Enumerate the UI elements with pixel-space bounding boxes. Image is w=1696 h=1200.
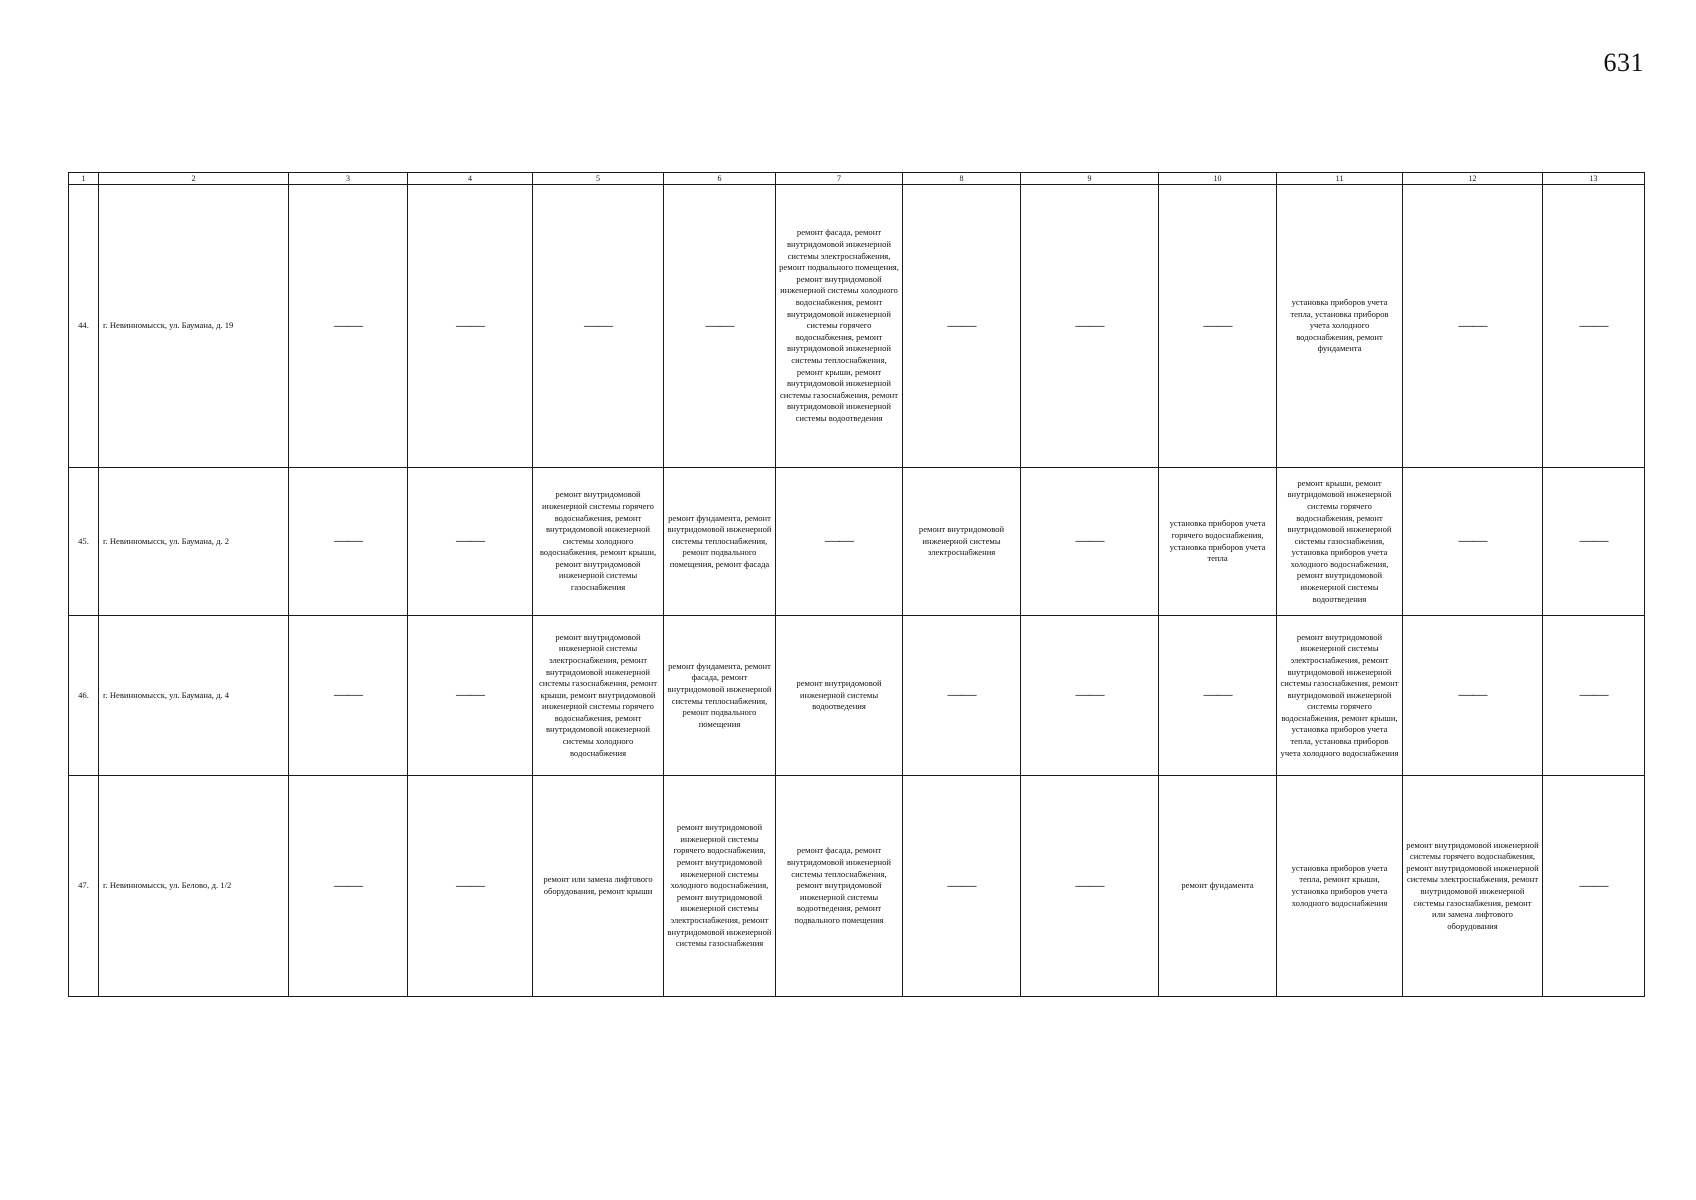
column-header: 10 bbox=[1159, 173, 1277, 185]
column-header: 6 bbox=[664, 173, 776, 185]
dash-mark: —— bbox=[584, 317, 612, 334]
table-cell: ремонт фундамента, ремонт внутридомовой инженерной системы теплоснабжения, ремонт подвального помещения, ремонт фасада bbox=[664, 468, 776, 616]
row-address: г. Невинномысск, ул. Баумана, д. 2 bbox=[99, 468, 289, 616]
table-cell bbox=[408, 616, 533, 776]
dash-mark: —— bbox=[456, 317, 484, 334]
dash-mark: —— bbox=[825, 533, 853, 549]
table-cell: ремонт фундамента bbox=[1159, 776, 1277, 997]
column-header: 1 bbox=[69, 173, 99, 185]
table-cell: ремонт фасада, ремонт внутридомовой инженерной системы теплоснабжения, ремонт внутридомовой инженерной системы водоотведения, ремонт подвального помещения bbox=[776, 776, 903, 997]
table-cell bbox=[903, 185, 1021, 468]
table-cell: установка приборов учета тепла, установка приборов учета холодного водоснабжения, ремонт фундамента bbox=[1277, 185, 1403, 468]
table-cell: ремонт внутридомовой инженерной системы электроснабжения bbox=[903, 468, 1021, 616]
dash-mark: —— bbox=[1458, 317, 1487, 334]
table-row bbox=[69, 468, 1645, 616]
row-number: 47. bbox=[69, 776, 99, 997]
table-cell bbox=[408, 776, 533, 997]
column-header: 9 bbox=[1021, 173, 1159, 185]
dash-mark: —— bbox=[1579, 317, 1608, 334]
table-cell bbox=[1403, 468, 1543, 616]
dash-mark: —— bbox=[1075, 317, 1104, 334]
column-number-row bbox=[69, 173, 1645, 185]
table-cell: ремонт крыши, ремонт внутридомовой инженерной системы горячего водоснабжения, ремонт внутридомовой инженерной системы газоснабжения, установка приборов учета холодного водоснабжения, ремонт внутридомовой инженерной системы водоотведения bbox=[1277, 468, 1403, 616]
table-cell bbox=[1403, 616, 1543, 776]
repair-schedule-table bbox=[68, 172, 1645, 997]
column-header: 2 bbox=[99, 173, 289, 185]
table-cell bbox=[289, 616, 408, 776]
table-cell bbox=[1021, 185, 1159, 468]
dash-mark: —— bbox=[947, 877, 976, 894]
table-cell bbox=[289, 468, 408, 616]
table-cell: ремонт или замена лифтового оборудования, ремонт крыши bbox=[533, 776, 664, 997]
table-cell: ремонт внутридомовой инженерной системы горячего водоснабжения, ремонт внутридомовой инженерной системы электроснабжения, ремонт внутридомовой инженерной системы газоснабжения, ремонт или замена лифтового оборудования bbox=[1403, 776, 1543, 997]
row-address: г. Невинномысск, ул. Белово, д. 1/2 bbox=[99, 776, 289, 997]
column-header: 12 bbox=[1403, 173, 1543, 185]
table-cell bbox=[289, 776, 408, 997]
row-number: 44. bbox=[69, 185, 99, 468]
dash-mark: —— bbox=[334, 877, 362, 894]
dash-mark: —— bbox=[1203, 317, 1232, 334]
dash-mark: —— bbox=[456, 533, 484, 549]
column-header: 3 bbox=[289, 173, 408, 185]
dash-mark: —— bbox=[334, 687, 362, 703]
column-header: 8 bbox=[903, 173, 1021, 185]
table-cell: ремонт внутридомовой инженерной системы электроснабжения, ремонт внутридомовой инженерной системы газоснабжения, ремонт внутридомовой инженерной системы горячего водоснабжения, ремонт крыши, установка приборов учета тепла, установка приборов учета холодного водоснабжения bbox=[1277, 616, 1403, 776]
table-cell bbox=[1159, 185, 1277, 468]
table-cell bbox=[1543, 776, 1645, 997]
table-cell: ремонт фундамента, ремонт фасада, ремонт внутридомовой инженерной системы теплоснабжения, ремонт подвального помещения bbox=[664, 616, 776, 776]
table-cell bbox=[1021, 776, 1159, 997]
table-cell: ремонт фасада, ремонт внутридомовой инженерной системы электроснабжения, ремонт подвального помещения, ремонт внутридомовой инженерной системы холодного водоснабжения, ремонт внутридомовой инженерной системы горячего водоснабжения, ремонт внутридомовой инженерной системы теплоснабжения, ремонт крыши, ремонт внутридомовой инженерной системы газоснабжения, ремонт внутридомовой инженерной системы водоотведения bbox=[776, 185, 903, 468]
table-cell bbox=[903, 616, 1021, 776]
table-cell bbox=[903, 776, 1021, 997]
dash-mark: —— bbox=[705, 317, 734, 334]
table-cell bbox=[1159, 616, 1277, 776]
table-cell bbox=[533, 185, 664, 468]
table-cell: установка приборов учета тепла, ремонт крыши, установка приборов учета холодного водоснабжения bbox=[1277, 776, 1403, 997]
dash-mark: —— bbox=[1075, 877, 1104, 894]
table-cell bbox=[776, 468, 903, 616]
row-address: г. Невинномысск, ул. Баумана, д. 19 bbox=[99, 185, 289, 468]
dash-mark: —— bbox=[456, 877, 484, 894]
row-number: 45. bbox=[69, 468, 99, 616]
dash-mark: —— bbox=[456, 687, 484, 703]
dash-mark: —— bbox=[1075, 533, 1104, 549]
table-cell bbox=[408, 468, 533, 616]
table-cell bbox=[664, 185, 776, 468]
table-cell bbox=[1543, 468, 1645, 616]
table-row bbox=[69, 616, 1645, 776]
table-cell bbox=[1021, 616, 1159, 776]
table-cell: ремонт внутридомовой инженерной системы водоотведения bbox=[776, 616, 903, 776]
table-cell bbox=[289, 185, 408, 468]
dash-mark: —— bbox=[1579, 687, 1608, 703]
row-address: г. Невинномысск, ул. Баумана, д. 4 bbox=[99, 616, 289, 776]
table-row bbox=[69, 776, 1645, 997]
column-header: 13 bbox=[1543, 173, 1645, 185]
page-number: 631 bbox=[1603, 48, 1644, 77]
table-cell: ремонт внутридомовой инженерной системы горячего водоснабжения, ремонт внутридомовой инженерной системы холодного водоснабжения, ремонт внутридомовой инженерной системы электроснабжения, ремонт внутридомовой инженерной системы газоснабжения bbox=[664, 776, 776, 997]
table-cell bbox=[1543, 185, 1645, 468]
table-cell: ремонт внутридомовой инженерной системы горячего водоснабжения, ремонт внутридомовой инженерной системы холодного водоснабжения, ремонт крыши, ремонт внутридомовой инженерной системы газоснабжения bbox=[533, 468, 664, 616]
column-header: 11 bbox=[1277, 173, 1403, 185]
dash-mark: —— bbox=[1579, 877, 1608, 894]
dash-mark: —— bbox=[1203, 687, 1232, 703]
dash-mark: —— bbox=[1579, 533, 1608, 549]
column-header: 5 bbox=[533, 173, 664, 185]
dash-mark: —— bbox=[1458, 687, 1487, 703]
table-cell bbox=[1543, 616, 1645, 776]
dash-mark: —— bbox=[334, 317, 362, 334]
column-header: 7 bbox=[776, 173, 903, 185]
dash-mark: —— bbox=[947, 687, 976, 703]
table-row bbox=[69, 185, 1645, 468]
row-number: 46. bbox=[69, 616, 99, 776]
table-cell bbox=[1403, 185, 1543, 468]
dash-mark: —— bbox=[1458, 533, 1487, 549]
table-cell: установка приборов учета горячего водоснабжения, установка приборов учета тепла bbox=[1159, 468, 1277, 616]
table-cell: ремонт внутридомовой инженерной системы электроснабжения, ремонт внутридомовой инженерной системы газоснабжения, ремонт крыши, ремонт внутридомовой инженерной системы горячего водоснабжения, ремонт внутридомовой инженерной системы холодного водоснабжения bbox=[533, 616, 664, 776]
dash-mark: —— bbox=[1075, 687, 1104, 703]
dash-mark: —— bbox=[334, 533, 362, 549]
table-cell bbox=[1021, 468, 1159, 616]
dash-mark: —— bbox=[947, 317, 976, 334]
column-header: 4 bbox=[408, 173, 533, 185]
table-cell bbox=[408, 185, 533, 468]
